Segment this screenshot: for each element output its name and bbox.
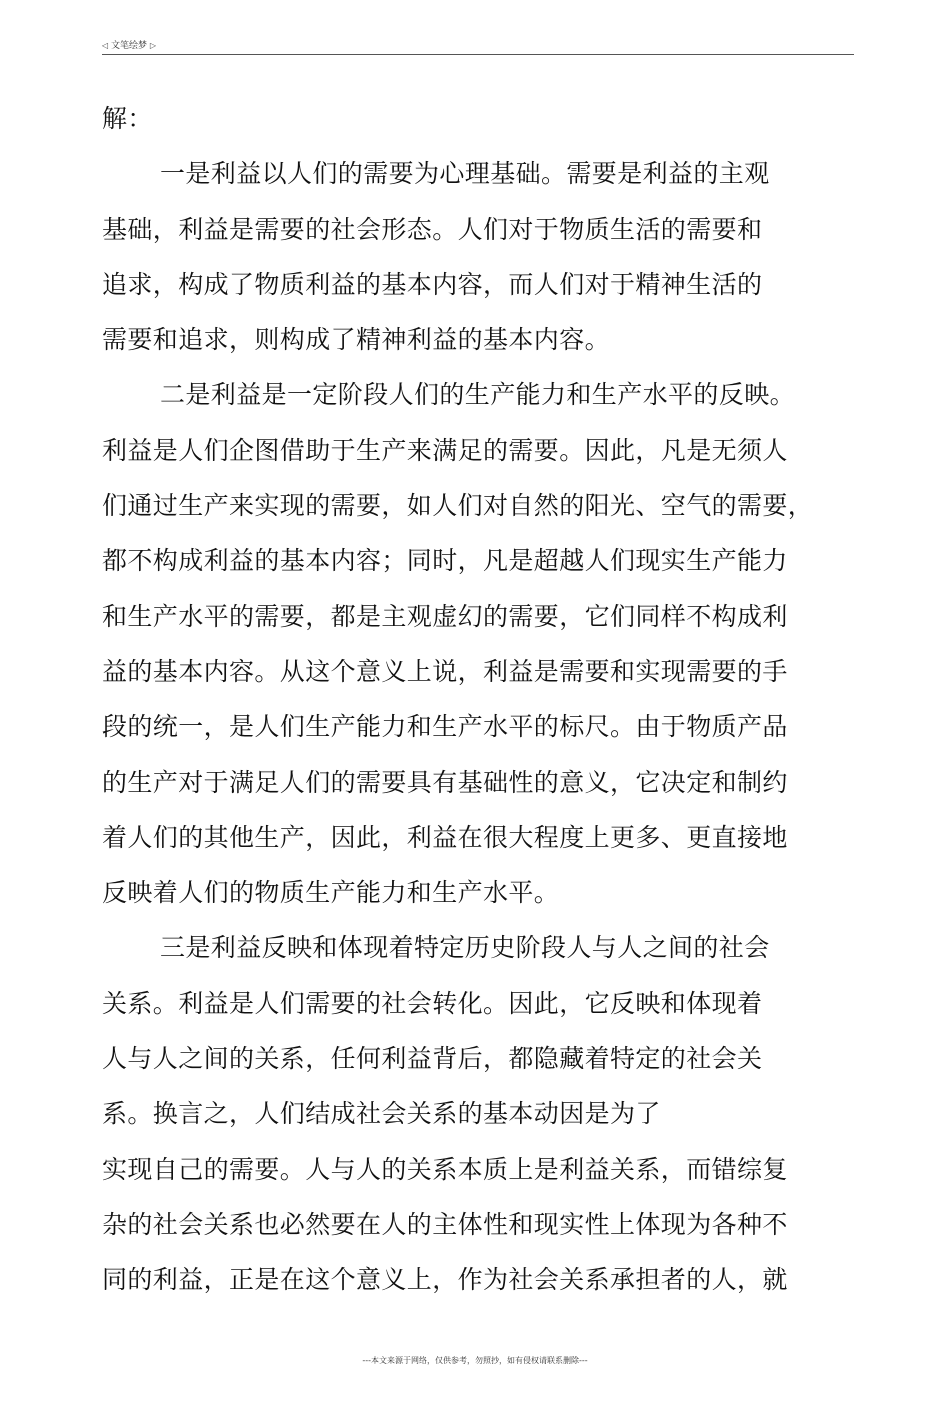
- text-line: 都不构成利益的基本内容；同时，凡是超越人们现实生产能力: [102, 546, 788, 576]
- header-logo: [102, 40, 156, 52]
- text-line: 实现自己的需要。人与人的关系本质上是利益关系，而错综复: [102, 1154, 788, 1184]
- text-line: 二是利益是一定阶段人们的生产能力和生产水平的反映。: [160, 380, 796, 410]
- text-line: 的生产对于满足人们的需要具有基础性的意义，它决定和制约: [102, 767, 788, 797]
- text-line: 杂的社会关系也必然要在人的主体性和现实性上体现为各种不: [102, 1209, 788, 1239]
- text-line: 和生产水平的需要，都是主观虚幻的需要，它们同样不构成利: [102, 601, 788, 631]
- text-line: 们通过生产来实现的需要，如人们对自然的阳光、空气的需要，: [102, 491, 814, 521]
- text-line: 反映着人们的物质生产能力和生产水平。: [102, 878, 560, 908]
- text-line: 利益是人们企图借助于生产来满足的需要。因此，凡是无须人: [102, 435, 788, 465]
- text-line: 系。换言之，人们结成社会关系的基本动因是为了: [102, 1099, 661, 1129]
- document-body: [102, 93, 872, 1310]
- page-header: [102, 38, 854, 55]
- text-line: 需要和追求，则构成了精神利益的基本内容。: [102, 325, 611, 355]
- answer-heading: 解：: [102, 104, 153, 133]
- text-line: 着人们的其他生产，因此，利益在很大程度上更多、更直接地: [102, 822, 788, 852]
- left-triangle-icon: ◁: [102, 41, 109, 50]
- header-title: 文笔绘梦: [111, 41, 148, 51]
- text-line: 段的统一，是人们生产能力和生产水平的标尺。由于物质产品: [102, 712, 788, 742]
- right-triangle-icon: ▷: [149, 41, 157, 50]
- text-line: 益的基本内容。从这个意义上说，利益是需要和实现需要的手: [102, 656, 788, 686]
- text-line: 人与人之间的关系，任何利益背后，都隐藏着特定的社会关: [102, 1044, 763, 1074]
- text-line: 同的利益，正是在这个意义上，作为社会关系承担者的人，就: [102, 1265, 788, 1295]
- text-line: 基础，利益是需要的社会形态。人们对于物质生活的需要和: [102, 214, 763, 244]
- text-line: 追求，构成了物质利益的基本内容，而人们对于精神生活的: [102, 269, 763, 299]
- text-line: 三是利益反映和体现着特定历史阶段人与人之间的社会: [160, 933, 770, 963]
- page-footer: ---本文来源于网络，仅供参考，勿照抄，如有侵权请联系删除---: [362, 1356, 588, 1365]
- text-line: 关系。利益是人们需要的社会转化。因此，它反映和体现着: [102, 988, 763, 1018]
- text-line: 一是利益以人们的需要为心理基础。需要是利益的主观: [160, 159, 770, 189]
